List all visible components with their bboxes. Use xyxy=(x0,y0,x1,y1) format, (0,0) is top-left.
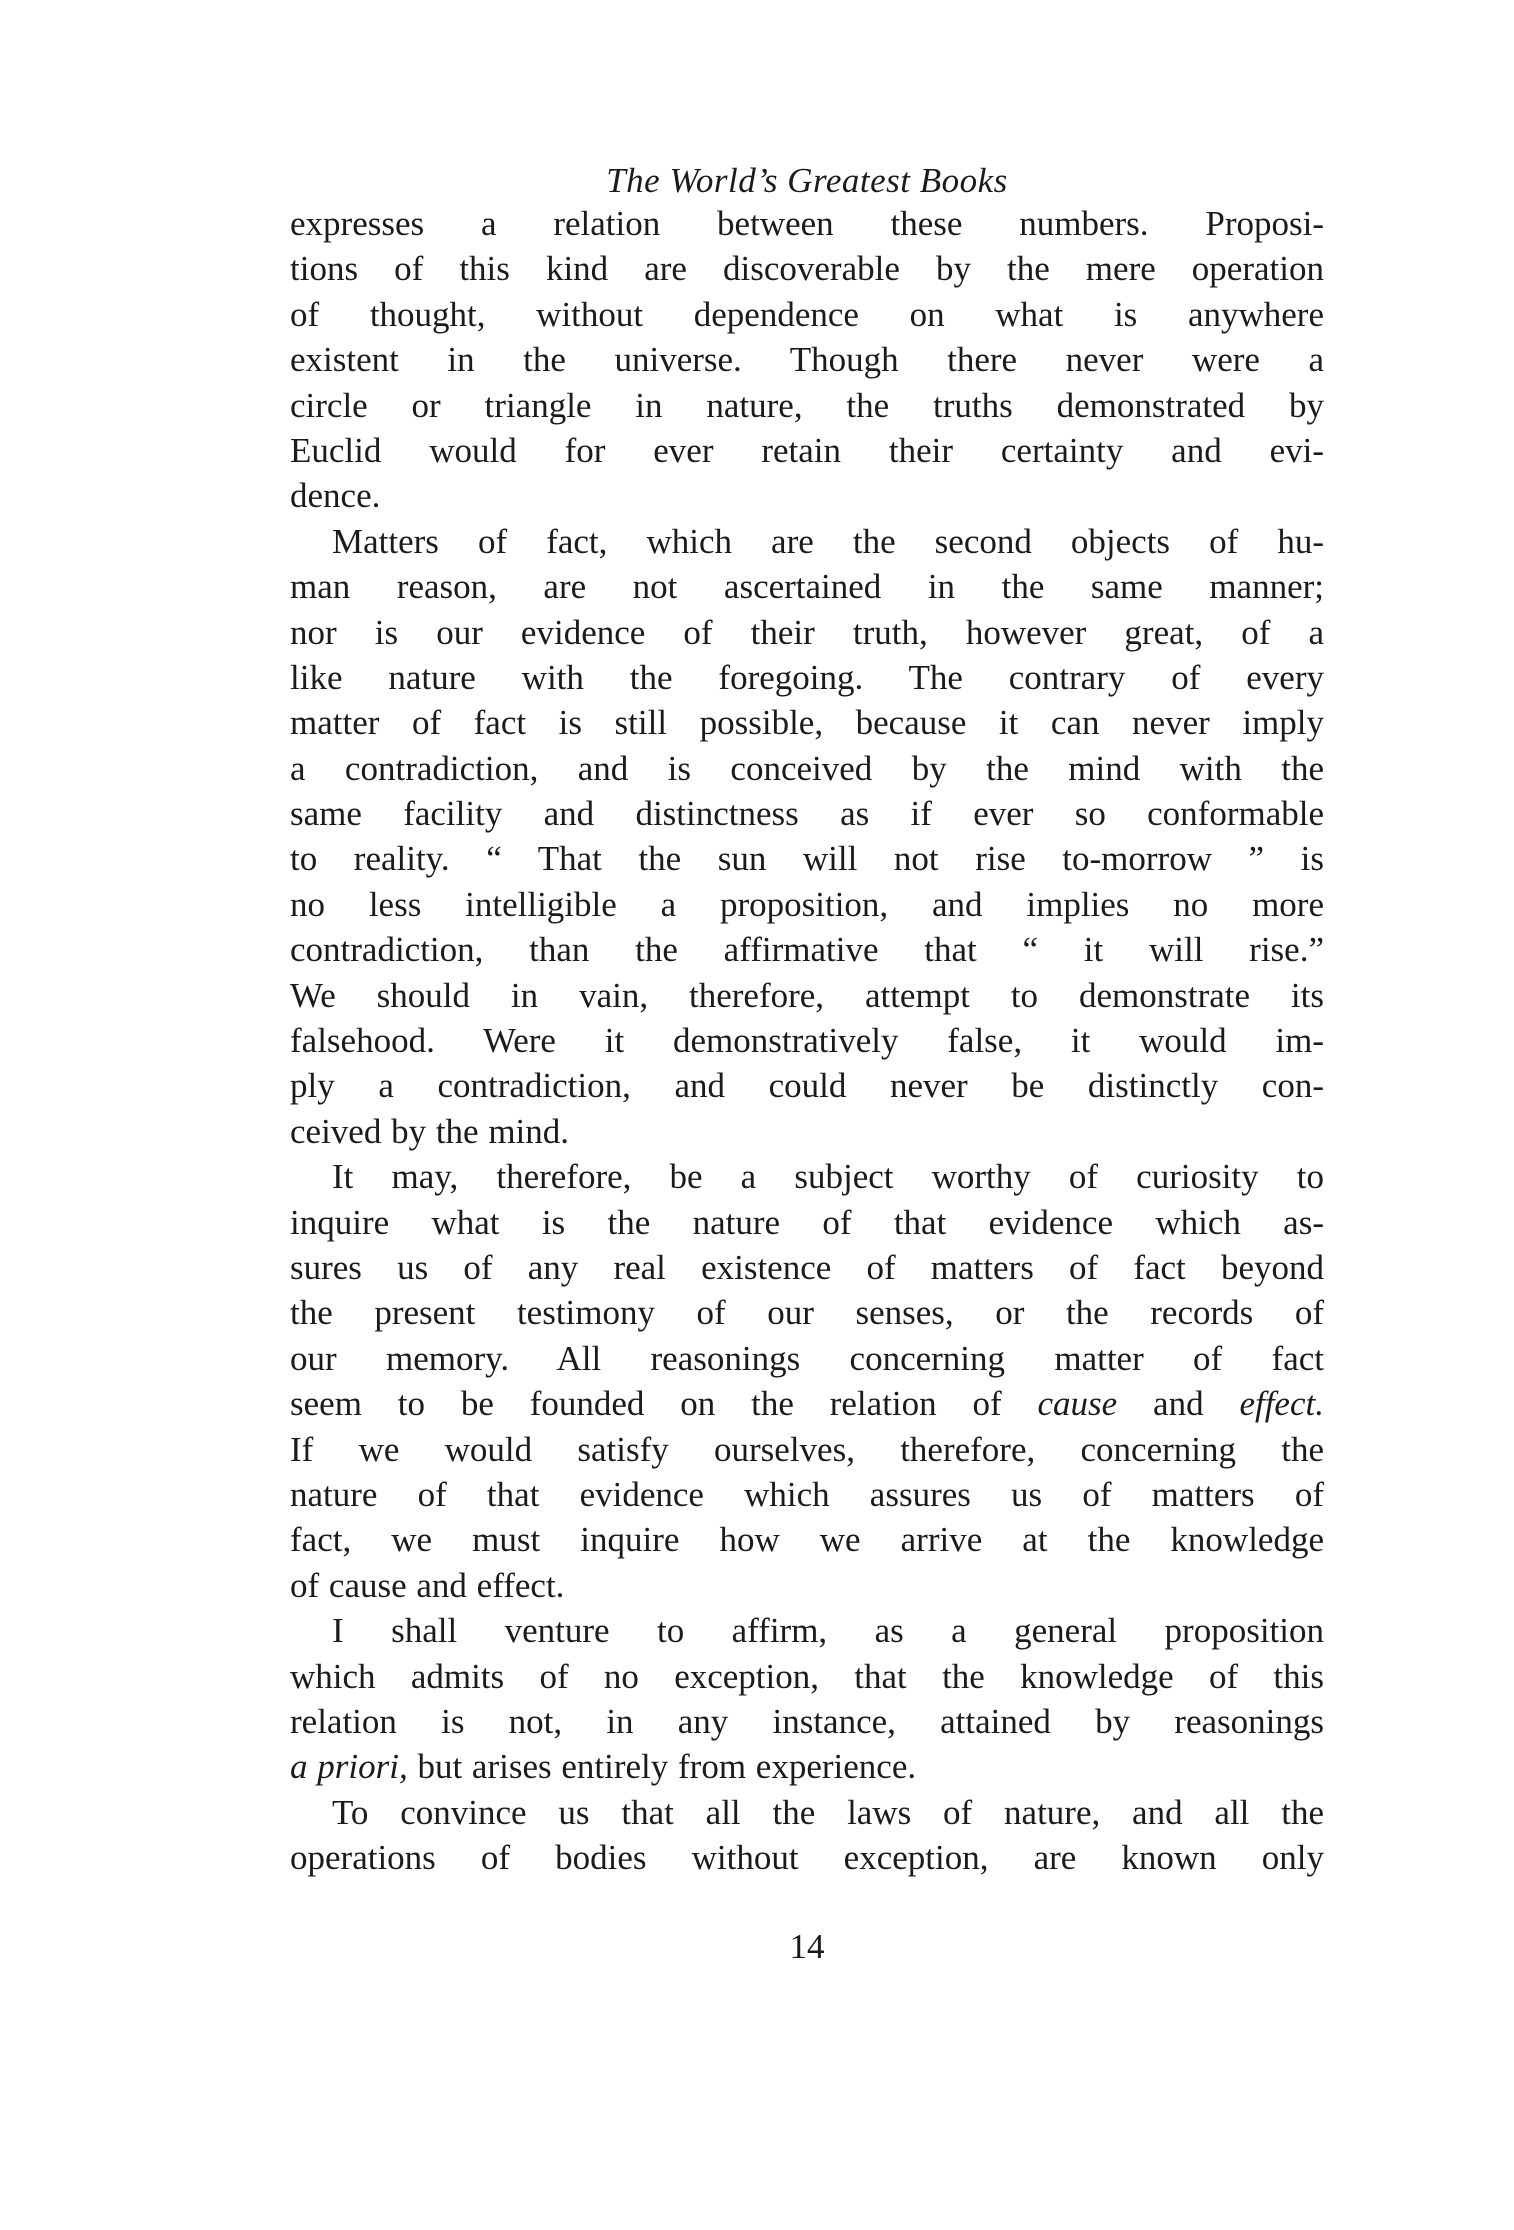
text-line: To convince us that all the laws of nature, and all the xyxy=(332,1792,1324,1832)
text-line: same facility and distinctness as if ever so conformable xyxy=(290,794,1324,834)
line-segment: seem to be founded on the relation of xyxy=(290,1384,1038,1424)
text-line: falsehood. Were it demonstratively false, it would im- xyxy=(290,1021,1324,1061)
text-line: We should in vain, therefore, attempt to demonstrate its xyxy=(290,975,1324,1015)
text-line: Matters of fact, which are the second objects of hu- xyxy=(332,521,1324,561)
text-line xyxy=(290,1744,1324,1789)
body-text xyxy=(290,201,1324,1880)
line-segment: but arises entirely from experience. xyxy=(407,1747,917,1787)
text-line: a contradiction, and is conceived by the mind with the xyxy=(290,748,1324,788)
text-line: contradiction, than the affirmative that “ it will rise.” xyxy=(290,930,1324,970)
text-line: man reason, are not ascertained in the same manner; xyxy=(290,567,1324,607)
text-line: tions of this kind are discoverable by the mere operation xyxy=(290,249,1324,289)
page-number: 14 xyxy=(789,1927,825,1966)
text-line: inquire what is the nature of that evidence which as- xyxy=(290,1202,1324,1242)
text-line: ply a contradiction, and could never be distinctly con- xyxy=(290,1066,1324,1106)
text-line: of cause and effect. xyxy=(290,1565,565,1605)
line-segment: and xyxy=(1117,1384,1240,1424)
text-line: dence. xyxy=(290,476,381,516)
italic-text: effect. xyxy=(1239,1384,1324,1424)
text-line: which admits of no exception, that the knowledge of this xyxy=(290,1656,1324,1696)
text-line: nature of that evidence which assures us of matters of xyxy=(290,1474,1324,1514)
text-line: It may, therefore, be a subject worthy of curiosity to xyxy=(332,1157,1324,1197)
text-line: no less intelligible a proposition, and implies no more xyxy=(290,884,1324,924)
text-line: ceived by the mind. xyxy=(290,1111,570,1151)
text-line: operations of bodies without exception, are known only xyxy=(290,1838,1324,1878)
text-line: the present testimony of our senses, or the records of xyxy=(290,1293,1324,1333)
text-line: of thought, without dependence on what is anywhere xyxy=(290,294,1324,334)
text-line: If we would satisfy ourselves, therefore, concerning the xyxy=(290,1429,1324,1469)
text-line: nor is our evidence of their truth, however great, of a xyxy=(290,612,1324,652)
text-line: circle or triangle in nature, the truths demonstrated by xyxy=(290,385,1324,425)
text-line xyxy=(290,1381,1324,1426)
text-line: Euclid would for ever retain their certainty and evi- xyxy=(290,430,1324,470)
text-line: matter of fact is still possible, because it can never imply xyxy=(290,703,1324,743)
italic-text: cause xyxy=(1037,1384,1118,1424)
running-head: The World’s Greatest Books xyxy=(606,161,1008,200)
text-line: I shall venture to affirm, as a general proposition xyxy=(332,1611,1324,1651)
text-line: expresses a relation between these numbers. Proposi- xyxy=(290,204,1324,243)
text-line: relation is not, in any instance, attained by reasonings xyxy=(290,1701,1324,1741)
text-line: sures us of any real existence of matters of fact beyond xyxy=(290,1247,1324,1287)
text-line: to reality. “ That the sun will not rise to-morrow ” is xyxy=(290,839,1324,879)
text-line: existent in the universe. Though there never were a xyxy=(290,340,1324,380)
text-line: like nature with the foregoing. The contrary of every xyxy=(290,657,1324,697)
italic-text: a priori, xyxy=(290,1747,408,1787)
text-line: fact, we must inquire how we arrive at the knowledge xyxy=(290,1520,1324,1560)
text-line: our memory. All reasonings concerning matter of fact xyxy=(290,1338,1324,1378)
